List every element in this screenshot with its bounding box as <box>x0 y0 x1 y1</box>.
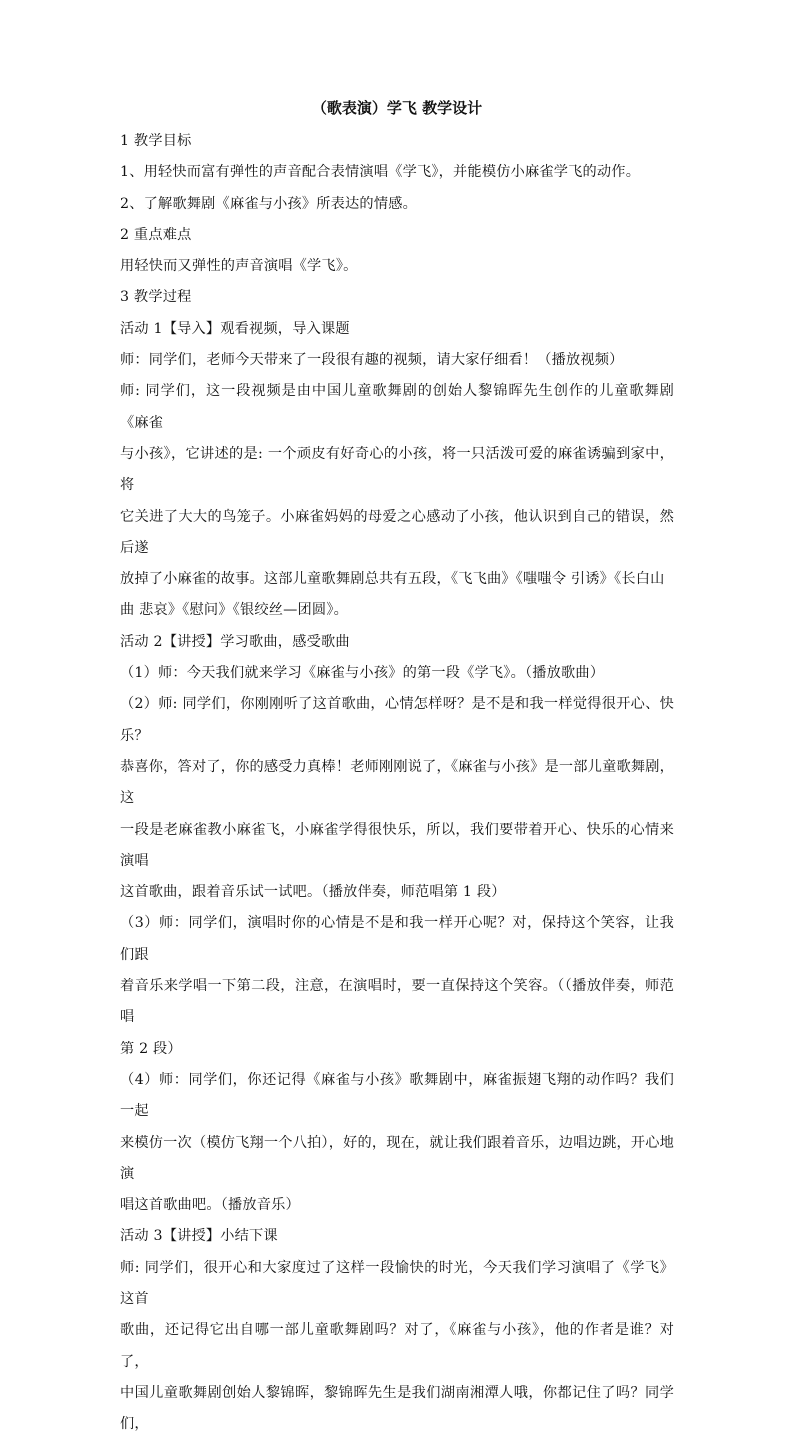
text-line: （2）师: 同学们，你刚刚听了这首歌曲，心情怎样呀？是不是和我一样觉得很开心、快乐？ <box>120 696 674 744</box>
text-line: （3）师：同学们，演唱时你的心情是不是和我一样开心呢？对，保持这个笑容，让我们跟 <box>120 915 674 963</box>
text-line: 3 教学过程 <box>120 289 192 306</box>
text-line: 活动 3【讲授】小结下课 <box>120 1228 278 1245</box>
text-line: 一段是老麻雀教小麻雀飞，小麻雀学得很快乐，所以，我们要带着开心、快乐的心情来演唱 <box>120 821 674 869</box>
text-line: 曲 悲哀》《慰问》《银绞丝—团圆》。 <box>120 602 348 619</box>
text-line: 2、了解歌舞剧《麻雀与小孩》所表达的情感。 <box>120 195 417 212</box>
text-line: 活动 2【讲授】学习歌曲，感受歌曲 <box>120 633 350 650</box>
text-line: 这首歌曲，跟着音乐试一试吧。（播放伴奏，师范唱第 1 段） <box>120 884 506 901</box>
text-line: 唱这首歌曲吧。（播放音乐） <box>120 1197 300 1214</box>
text-line: （1）师：今天我们就来学习《麻雀与小孩》的第一段《学飞》。（播放歌曲） <box>120 665 605 682</box>
text-line: 1、用轻快而富有弹性的声音配合表情演唱《学飞》，并能模仿小麻雀学飞的动作。 <box>120 164 641 181</box>
text-line: 中国儿童歌舞剧创始人黎锦晖，黎锦晖先生是我们湖南湘潭人哦，你都记住了吗？同学们， <box>120 1384 674 1433</box>
document-title: （歌表演）学飞 教学设计 <box>311 99 483 117</box>
text-line: 与小孩》，它讲述的是: 一个顽皮有好奇心的小孩，将一只活泼可爱的麻雀诱骗到家中，将 <box>120 445 674 494</box>
text-line: 来模仿一次（模仿飞翔一个八拍），好的，现在，就让我们跟着音乐，边唱边跳，开心地演 <box>120 1134 675 1182</box>
text-line: 师: 同学们，这一段视频是由中国儿童歌舞剧的创始人黎锦晖先生创作的儿童歌舞剧《麻雀 <box>120 383 674 431</box>
text-line: 用轻快而又弹性的声音演唱《学飞》。 <box>120 258 358 275</box>
text-line: 歌曲，还记得它出自哪一部儿童歌舞剧吗？对了，《麻雀与小孩》，他的作者是谁？对了， <box>120 1322 674 1370</box>
text-line: 1 教学目标 <box>120 133 192 149</box>
text-line: 它关进了大大的鸟笼子。小麻雀妈妈的母爱之心感动了小孩，他认识到自己的错误，然后遂 <box>120 508 674 556</box>
document-body <box>120 126 674 1440</box>
text-line: （4）师：同学们，你还记得《麻雀与小孩》歌舞剧中，麻雀振翅飞翔的动作吗？我们一起 <box>120 1071 674 1120</box>
text-line: 放掉了小麻雀的故事。这部儿童歌舞剧总共有五段，《飞飞曲》《嗤嗤令 引诱》《长白山 <box>120 571 665 588</box>
text-line: 着音乐来学唱一下第二段，注意，在演唱时，要一直保持这个笑容。（（播放伴奏，师范唱 <box>120 978 674 1026</box>
text-line: 2 重点难点 <box>120 226 192 243</box>
text-line: 恭喜你，答对了，你的感受力真棒！老师刚刚说了，《麻雀与小孩》是一部儿童歌舞剧，这 <box>120 758 675 807</box>
text-line: 师: 同学们，很开心和大家度过了这样一段愉快的时光，今天我们学习演唱了《学飞》这首 <box>120 1259 674 1307</box>
text-line: 活动 1【导入】观看视频，导入课题 <box>120 320 350 337</box>
text-line: 师：同学们，老师今天带来了一段很有趣的视频，请大家仔细看！（播放视频） <box>120 352 624 369</box>
text-line: 第 2 段） <box>120 1040 182 1057</box>
